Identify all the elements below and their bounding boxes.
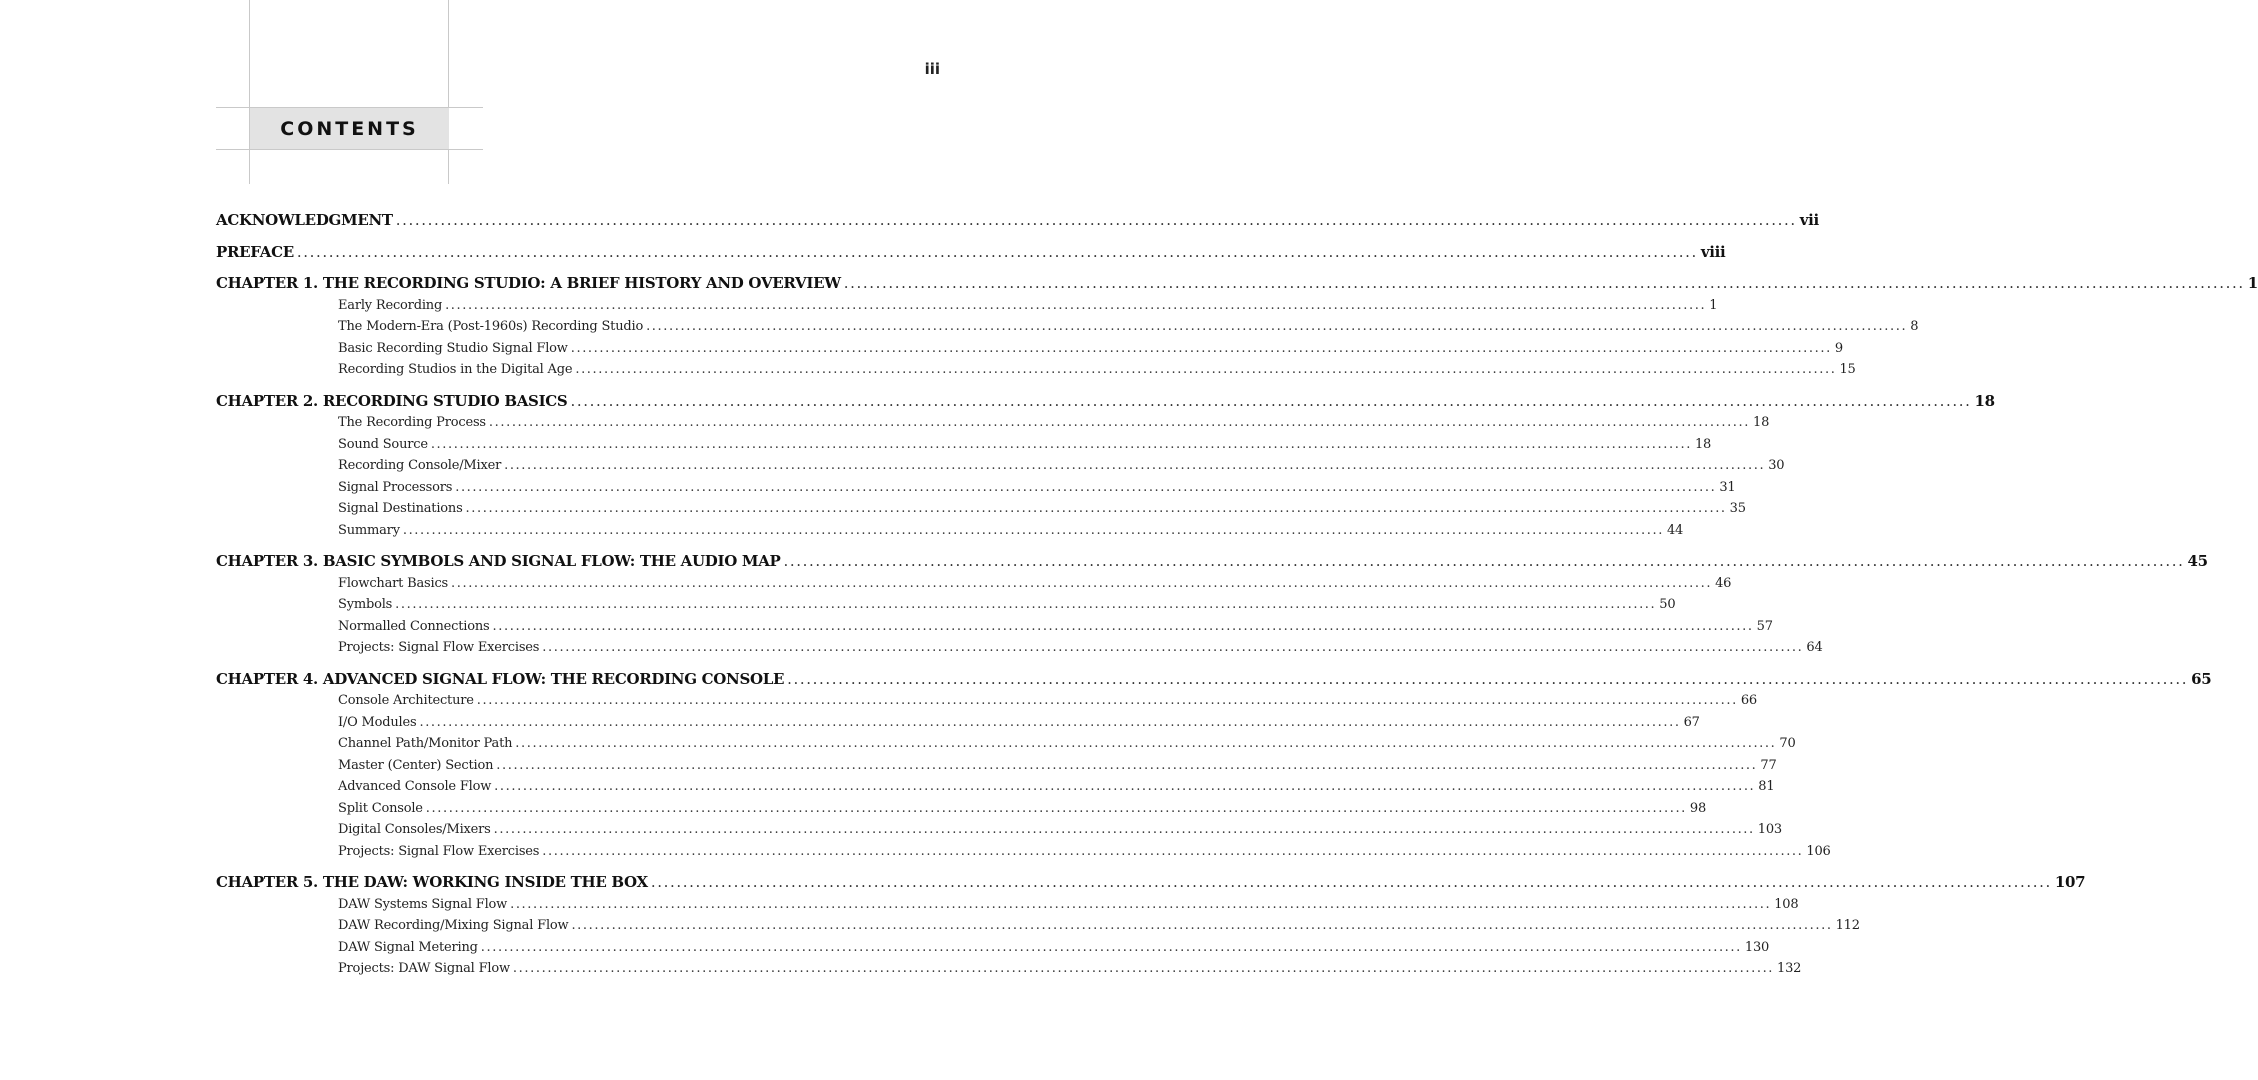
dot-leader: ............................................................................................................................................................................................................................ — [430, 436, 1692, 452]
toc-section-entry — [338, 594, 1676, 616]
toc-section-title: Split Console — [338, 800, 423, 816]
toc-section-title: DAW Systems Signal Flow — [338, 896, 508, 912]
toc-section-entry — [338, 359, 1856, 381]
dot-leader: ............................................................................................................................................................................................................................ — [488, 415, 1750, 430]
dot-leader: ............................................................................................................................................................................................................................ — [570, 340, 1832, 356]
dot-leader: ............................................................................................................................................................................................................................ — [650, 873, 2052, 891]
toc-section-entry — [338, 894, 1799, 916]
toc-section-page: 66 — [1740, 693, 1758, 708]
toc-section-title: Basic Recording Studio Signal Flow — [338, 340, 568, 356]
toc-section-page: 50 — [1659, 597, 1676, 612]
dot-leader: ............................................................................................................................................................................................................................ — [542, 640, 1804, 655]
toc-chapter-entry — [216, 551, 2208, 573]
toc-section-page: 18 — [1753, 415, 1770, 430]
toc-section-page: 106 — [1806, 843, 1831, 859]
toc-section-entry — [338, 338, 1843, 360]
toc-section-entry — [338, 295, 1718, 317]
toc-section-page: 132 — [1777, 961, 1802, 976]
toc-chapter-page: vii — [1799, 211, 1819, 229]
dot-leader: ............................................................................................................................................................................................................................ — [419, 714, 1681, 730]
toc-chapter-title: CHAPTER 3. BASIC SYMBOLS AND SIGNAL FLOW: THE AUDIO MAP — [216, 552, 781, 570]
toc-section-entry — [338, 776, 1775, 798]
table-of-contents — [216, 210, 2258, 980]
toc-section-page: 64 — [1806, 640, 1823, 655]
toc-chapter-entry — [216, 391, 1995, 413]
toc-section-entry — [338, 477, 1736, 499]
toc-section-title: Symbols — [338, 597, 393, 612]
toc-section-title: DAW Signal Metering — [338, 939, 478, 955]
dot-leader: ............................................................................................................................................................................................................................ — [476, 693, 1738, 708]
toc-chapter-entry — [216, 669, 2212, 691]
toc-section-entry — [338, 937, 1770, 959]
toc-section-page: 46 — [1715, 575, 1732, 591]
toc-section-title: Console Architecture — [338, 693, 474, 708]
toc-section-title: Projects: Signal Flow Exercises — [338, 843, 540, 859]
toc-section-entry — [338, 412, 1770, 434]
dot-leader: ............................................................................................................................................................................................................................ — [515, 736, 1777, 751]
toc-section-entry — [338, 841, 1831, 863]
toc-section-title: Signal Destinations — [338, 501, 463, 516]
toc-section-title: Signal Processors — [338, 479, 453, 495]
toc-section-entry — [338, 958, 1802, 980]
toc-section-title: Projects: DAW Signal Flow — [338, 961, 510, 976]
toc-section-page: 1 — [1709, 297, 1718, 313]
dot-leader: ............................................................................................................................................................................................................................ — [843, 274, 2245, 292]
dot-leader: ............................................................................................................................................................................................................................ — [787, 669, 2189, 688]
toc-section-entry — [338, 573, 1732, 595]
dot-leader: ............................................................................................................................................................................................................................ — [296, 242, 1698, 261]
toc-section-page: 98 — [1689, 800, 1707, 816]
dot-leader: ............................................................................................................................................................................................................................ — [395, 597, 1657, 612]
toc-section-page: 81 — [1758, 779, 1775, 794]
toc-section-entry — [338, 915, 1860, 937]
toc-section-entry — [338, 434, 1712, 456]
dot-leader: ............................................................................................................................................................................................................................ — [465, 501, 1727, 516]
toc-section-page: 44 — [1666, 522, 1684, 538]
toc-chapter-page: viii — [1700, 242, 1726, 261]
toc-section-entry — [338, 712, 1700, 734]
toc-chapter-title: CHAPTER 4. ADVANCED SIGNAL FLOW: THE RECORDING CONSOLE — [216, 669, 785, 688]
toc-chapter-title: ACKNOWLEDGMENT — [216, 211, 393, 229]
toc-section-entry — [338, 616, 1773, 638]
toc-section-entry — [338, 316, 1919, 338]
toc-chapter-title: CHAPTER 1. THE RECORDING STUDIO: A BRIEF HISTORY AND OVERVIEW — [216, 274, 841, 292]
dot-leader: ............................................................................................................................................................................................................................ — [402, 522, 1664, 538]
toc-section-title: Early Recording — [338, 297, 443, 313]
toc-section-page: 35 — [1729, 501, 1746, 516]
toc-section-page: 70 — [1779, 736, 1796, 751]
dot-leader: ............................................................................................................................................................................................................................ — [445, 297, 1707, 313]
dot-leader: ............................................................................................................................................................................................................................ — [492, 618, 1754, 634]
dot-leader: ............................................................................................................................................................................................................................ — [425, 800, 1687, 816]
toc-section-title: Master (Center) Section — [338, 757, 494, 773]
toc-section-title: The Modern-Era (Post-1960s) Recording Studio — [338, 319, 644, 334]
dot-leader: ............................................................................................................................................................................................................................ — [395, 211, 1797, 229]
toc-section-entry — [338, 637, 1823, 659]
toc-chapter-page: 107 — [2054, 873, 2086, 891]
toc-section-title: Normalled Connections — [338, 618, 490, 634]
toc-section-page: 130 — [1744, 939, 1770, 955]
toc-section-entry — [338, 498, 1746, 520]
toc-chapter-title: PREFACE — [216, 242, 294, 261]
dot-leader: ............................................................................................................................................................................................................................ — [542, 843, 1804, 859]
dot-leader: ............................................................................................................................................................................................................................ — [504, 458, 1766, 473]
toc-section-page: 67 — [1683, 714, 1700, 730]
toc-chapter-page: 1 — [2247, 274, 2258, 292]
toc-section-entry — [338, 690, 1758, 712]
toc-section-title: Flowchart Basics — [338, 575, 448, 591]
toc-section-page: 103 — [1757, 822, 1782, 837]
toc-section-entry — [338, 798, 1707, 820]
page-number: iii — [924, 60, 940, 78]
toc-section-title: Channel Path/Monitor Path — [338, 736, 513, 751]
toc-section-entry — [338, 755, 1777, 777]
toc-chapter-entry — [216, 872, 2086, 894]
toc-section-title: The Recording Process — [338, 415, 486, 430]
frame-line-horizontal-bottom — [216, 149, 483, 150]
toc-chapter-title: CHAPTER 5. THE DAW: WORKING INSIDE THE BOX — [216, 873, 648, 891]
toc-section-title: Advanced Console Flow — [338, 779, 492, 794]
dot-leader: ............................................................................................................................................................................................................................ — [512, 961, 1775, 976]
toc-section-title: Projects: Signal Flow Exercises — [338, 640, 540, 655]
contents-heading: CONTENTS — [280, 117, 419, 140]
toc-chapter-title: CHAPTER 2. RECORDING STUDIO BASICS — [216, 391, 568, 410]
dot-leader: ............................................................................................................................................................................................................................ — [510, 896, 1772, 912]
dot-leader: ............................................................................................................................................................................................................................ — [646, 319, 1908, 334]
dot-leader: ............................................................................................................................................................................................................................ — [451, 575, 1713, 591]
toc-section-title: Digital Consoles/Mixers — [338, 822, 491, 837]
toc-section-page: 108 — [1774, 896, 1799, 912]
dot-leader: ............................................................................................................................................................................................................................ — [571, 918, 1833, 933]
toc-chapter-page: 18 — [1974, 391, 1995, 410]
toc-section-title: Recording Studios in the Digital Age — [338, 362, 573, 377]
dot-leader: ............................................................................................................................................................................................................................ — [570, 391, 1972, 410]
toc-section-page: 112 — [1835, 918, 1860, 933]
toc-section-page: 15 — [1839, 362, 1856, 377]
toc-section-title: Summary — [338, 522, 400, 538]
toc-chapter-page: 45 — [2187, 552, 2208, 570]
toc-section-page: 9 — [1834, 340, 1843, 356]
toc-chapter-page: 65 — [2191, 669, 2212, 688]
toc-section-title: DAW Recording/Mixing Signal Flow — [338, 918, 569, 933]
toc-chapter-entry — [216, 210, 1819, 232]
contents-heading-box — [250, 108, 449, 149]
dot-leader: ............................................................................................................................................................................................................................ — [575, 362, 1837, 377]
dot-leader: ............................................................................................................................................................................................................................ — [493, 822, 1755, 837]
toc-section-entry — [338, 733, 1796, 755]
toc-section-entry — [338, 520, 1684, 542]
toc-section-title: I/O Modules — [338, 714, 417, 730]
toc-section-page: 8 — [1910, 319, 1919, 334]
toc-section-page: 77 — [1760, 757, 1777, 773]
toc-section-page: 30 — [1768, 458, 1785, 473]
dot-leader: ............................................................................................................................................................................................................................ — [496, 757, 1758, 773]
toc-section-title: Sound Source — [338, 436, 428, 452]
dot-leader: ............................................................................................................................................................................................................................ — [455, 479, 1717, 495]
dot-leader: ............................................................................................................................................................................................................................ — [783, 552, 2185, 570]
toc-section-page: 31 — [1719, 479, 1736, 495]
toc-section-entry — [338, 819, 1782, 841]
toc-section-page: 18 — [1694, 436, 1712, 452]
toc-section-title: Recording Console/Mixer — [338, 458, 502, 473]
frame-line-vertical-left — [249, 0, 250, 184]
toc-chapter-entry — [216, 242, 1726, 264]
frame-line-vertical-right — [448, 0, 449, 184]
dot-leader: ............................................................................................................................................................................................................................ — [494, 779, 1756, 794]
dot-leader: ............................................................................................................................................................................................................................ — [480, 939, 1742, 955]
toc-section-entry — [338, 455, 1785, 477]
toc-chapter-entry — [216, 273, 2258, 295]
toc-section-page: 57 — [1756, 618, 1773, 634]
